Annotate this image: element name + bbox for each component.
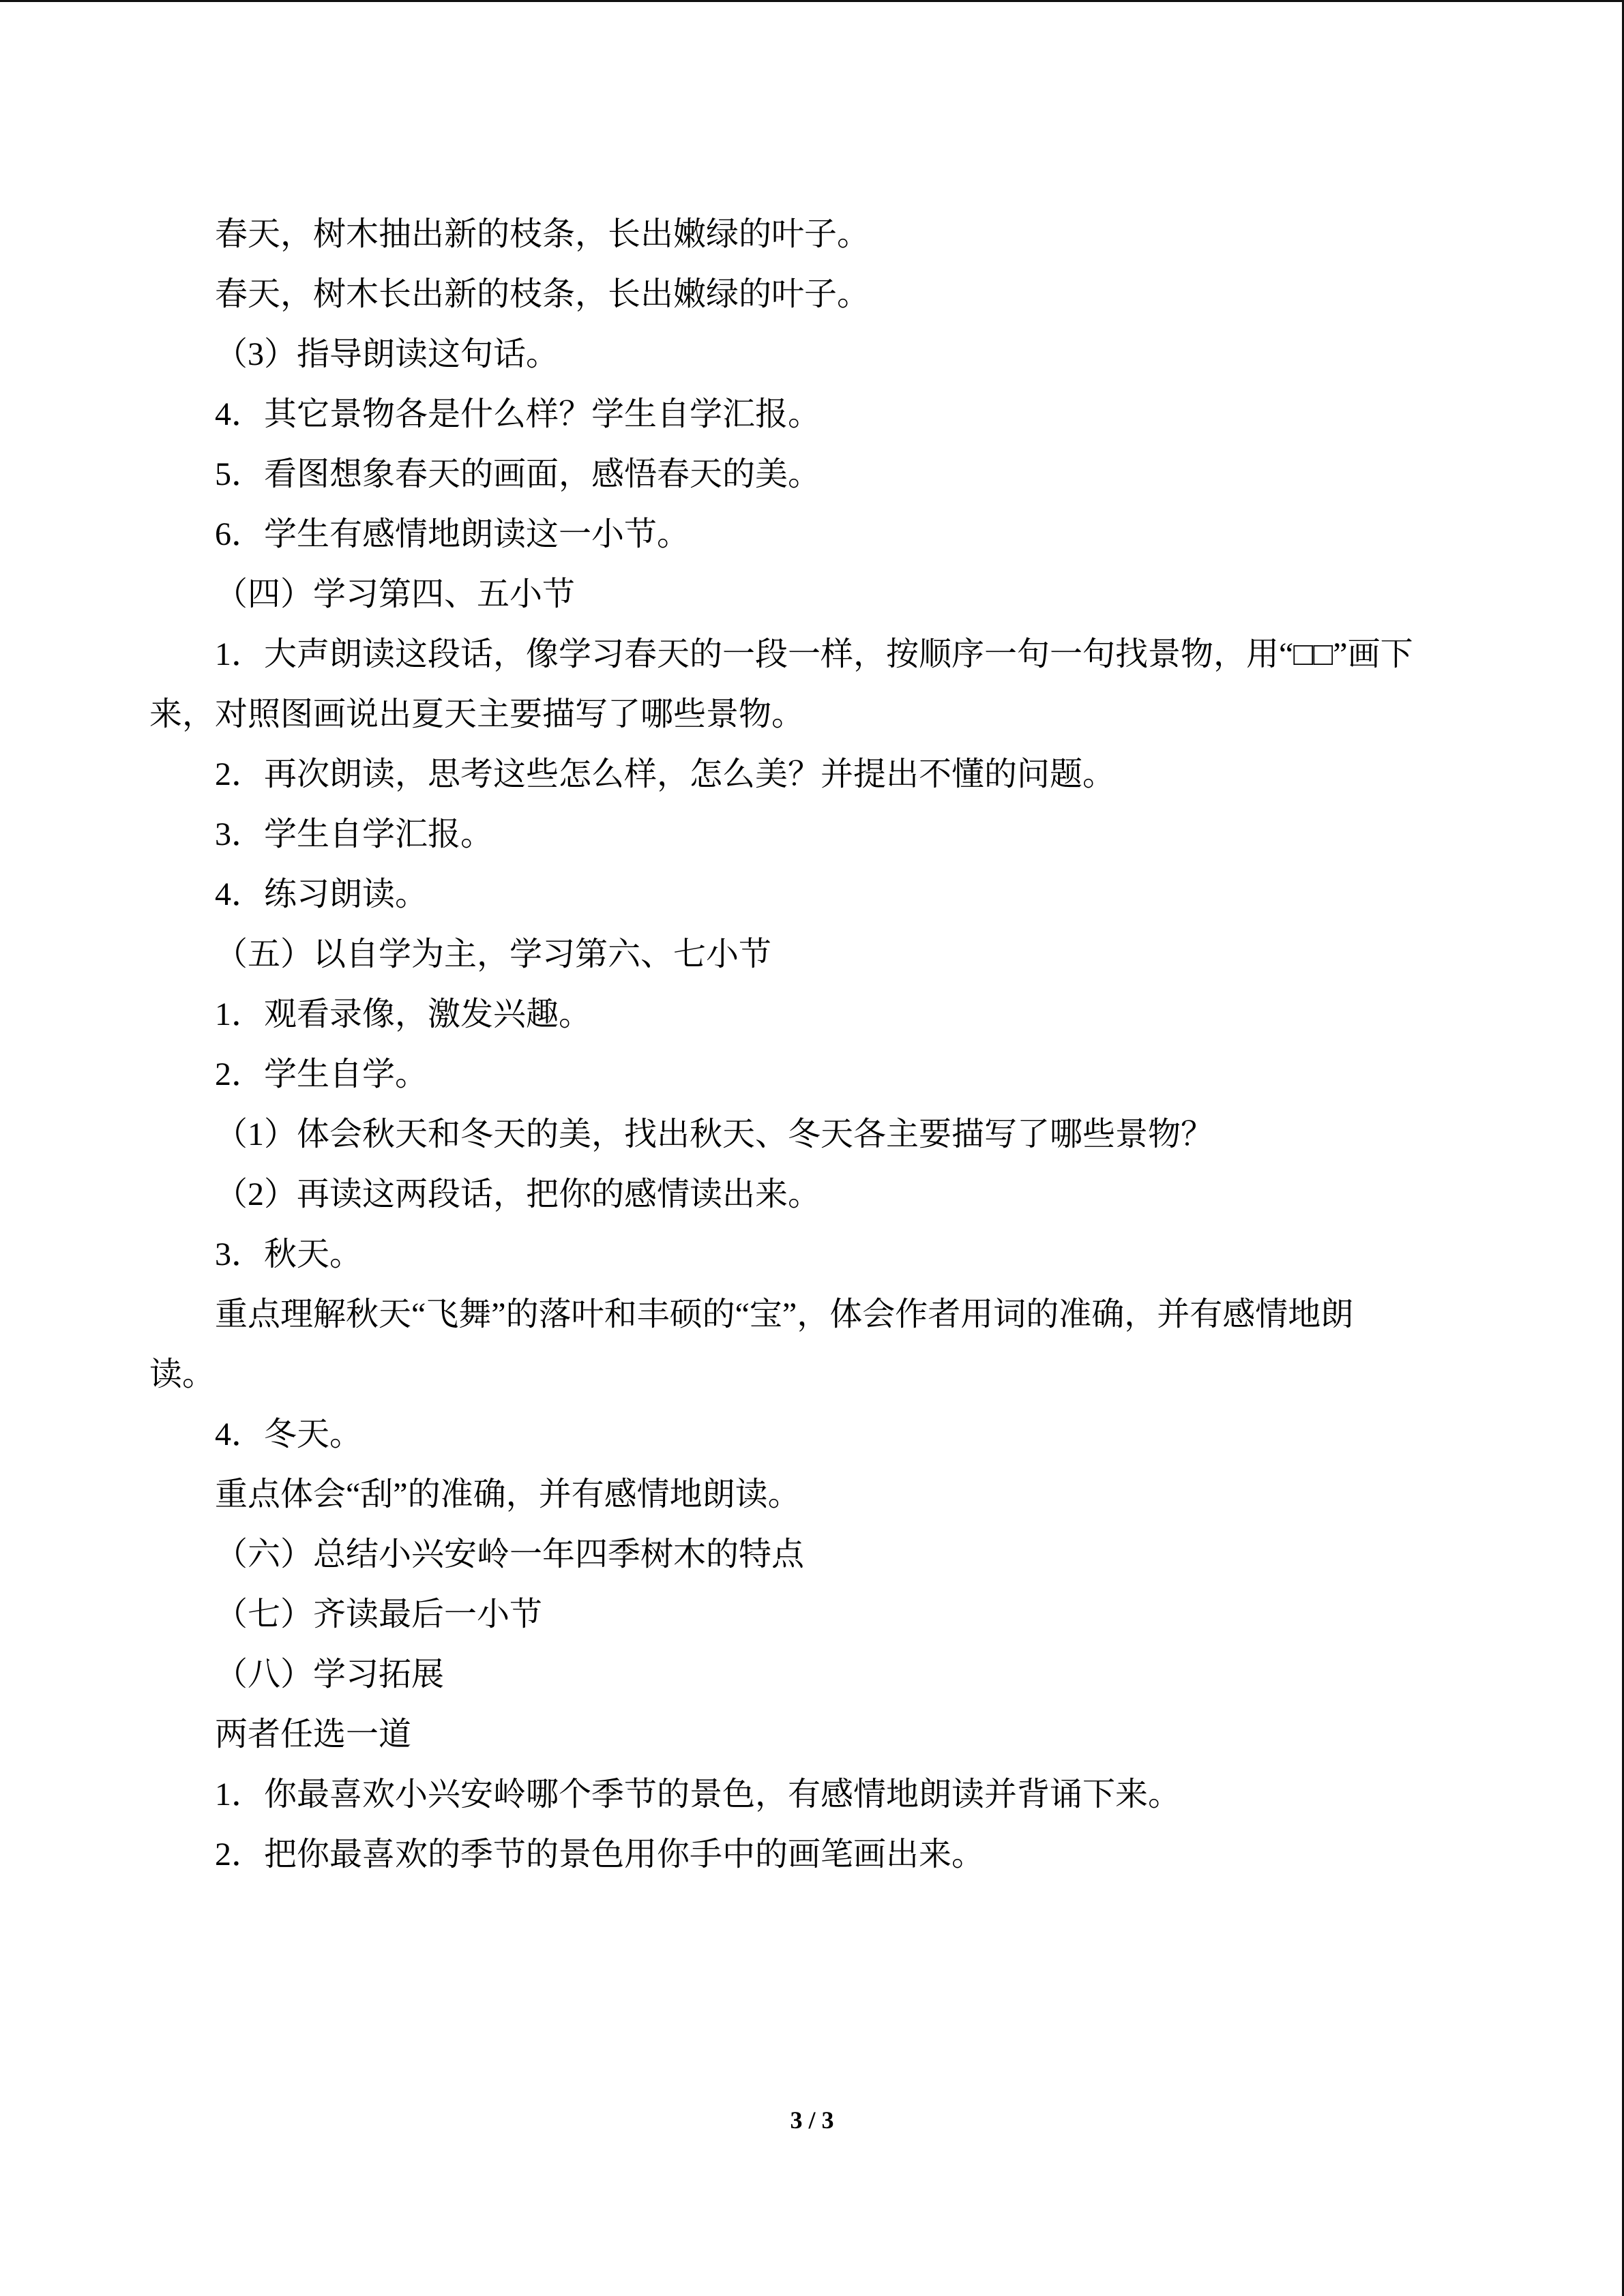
body-line: （六）总结小兴安岭一年四季树木的特点 — [215, 1536, 805, 1572]
body-line-continuation: 来，对照图画说出夏天主要描写了哪些景物。 — [149, 696, 805, 732]
sub-list-item — [149, 1165, 1475, 1225]
sub-list-item — [149, 1105, 1475, 1165]
list-item — [149, 445, 1475, 505]
body-line: 2．再次朗读，思考这些怎么样，怎么美？并提出不懂的问题。 — [215, 756, 1116, 792]
section-heading — [149, 925, 1475, 985]
paragraph — [149, 205, 1475, 265]
body-line: 6．学生有感情地朗读这一小节。 — [215, 516, 690, 552]
list-item — [149, 505, 1475, 565]
list-item — [149, 745, 1475, 805]
list-item — [149, 865, 1475, 925]
body-line: 2．学生自学。 — [215, 1056, 428, 1092]
body-line: （2）再读这两段话，把你的感情读出来。 — [215, 1176, 821, 1212]
body-line: 春天，树木抽出新的枝条，长出嫩绿的叶子。 — [215, 216, 870, 252]
body-line: （五）以自学为主，学习第六、七小节 — [215, 936, 772, 972]
paragraph — [149, 1285, 1475, 1405]
body-line: （八）学习拓展 — [215, 1656, 445, 1693]
body-line: 3．秋天。 — [215, 1236, 363, 1272]
body-line: 4．其它景物各是什么样？学生自学汇报。 — [215, 396, 821, 432]
body-line: 春天，树木长出新的枝条，长出嫩绿的叶子。 — [215, 276, 870, 312]
page-number: 3 / 3 — [790, 2106, 834, 2134]
body-line: 1．观看录像，激发兴趣。 — [215, 996, 592, 1032]
body-line: 重点体会“刮”的准确，并有感情地朗读。 — [215, 1476, 801, 1512]
body-line: 重点理解秋天“飞舞”的落叶和丰硕的“宝”，体会作者用词的准确，并有感情地朗 — [215, 1296, 1354, 1332]
paragraph — [149, 1465, 1475, 1525]
body-line: 2．把你最喜欢的季节的景色用你手中的画笔画出来。 — [215, 1836, 985, 1873]
paragraph — [149, 1705, 1475, 1765]
document-body — [149, 205, 1475, 1885]
section-heading — [149, 565, 1475, 625]
list-item — [149, 1825, 1475, 1885]
section-heading — [149, 1585, 1475, 1645]
body-line: （七）齐读最后一小节 — [215, 1596, 543, 1632]
body-line: （3）指导朗读这句话。 — [215, 336, 559, 372]
paragraph — [149, 265, 1475, 325]
list-item — [149, 1405, 1475, 1465]
list-item — [149, 1225, 1475, 1285]
list-item — [149, 985, 1475, 1045]
list-item — [149, 625, 1475, 745]
list-item — [149, 805, 1475, 865]
page-edge-top — [0, 0, 1624, 2]
list-item — [149, 1765, 1475, 1825]
body-line-continuation: 读。 — [149, 1356, 216, 1392]
body-line: 3．学生自学汇报。 — [215, 816, 494, 852]
body-line: 5．看图想象春天的画面，感悟春天的美。 — [215, 456, 821, 492]
body-line: 4．练习朗读。 — [215, 876, 428, 912]
list-item — [149, 385, 1475, 445]
section-heading — [149, 1645, 1475, 1705]
list-item — [149, 1045, 1475, 1105]
sub-list-item — [149, 325, 1475, 385]
body-line: 两者任选一道 — [215, 1716, 412, 1753]
body-line: 4．冬天。 — [215, 1416, 363, 1452]
body-line: 1．大声朗读这段话，像学习春天的一段一样，按顺序一句一句找景物，用“□□”画下 — [215, 636, 1413, 672]
section-heading — [149, 1525, 1475, 1585]
body-line: （四）学习第四、五小节 — [215, 576, 576, 612]
body-line: 1．你最喜欢小兴安岭哪个季节的景色，有感情地朗读并背诵下来。 — [215, 1776, 1181, 1813]
body-line: （1）体会秋天和冬天的美，找出秋天、冬天各主要描写了哪些景物？ — [215, 1116, 1214, 1152]
